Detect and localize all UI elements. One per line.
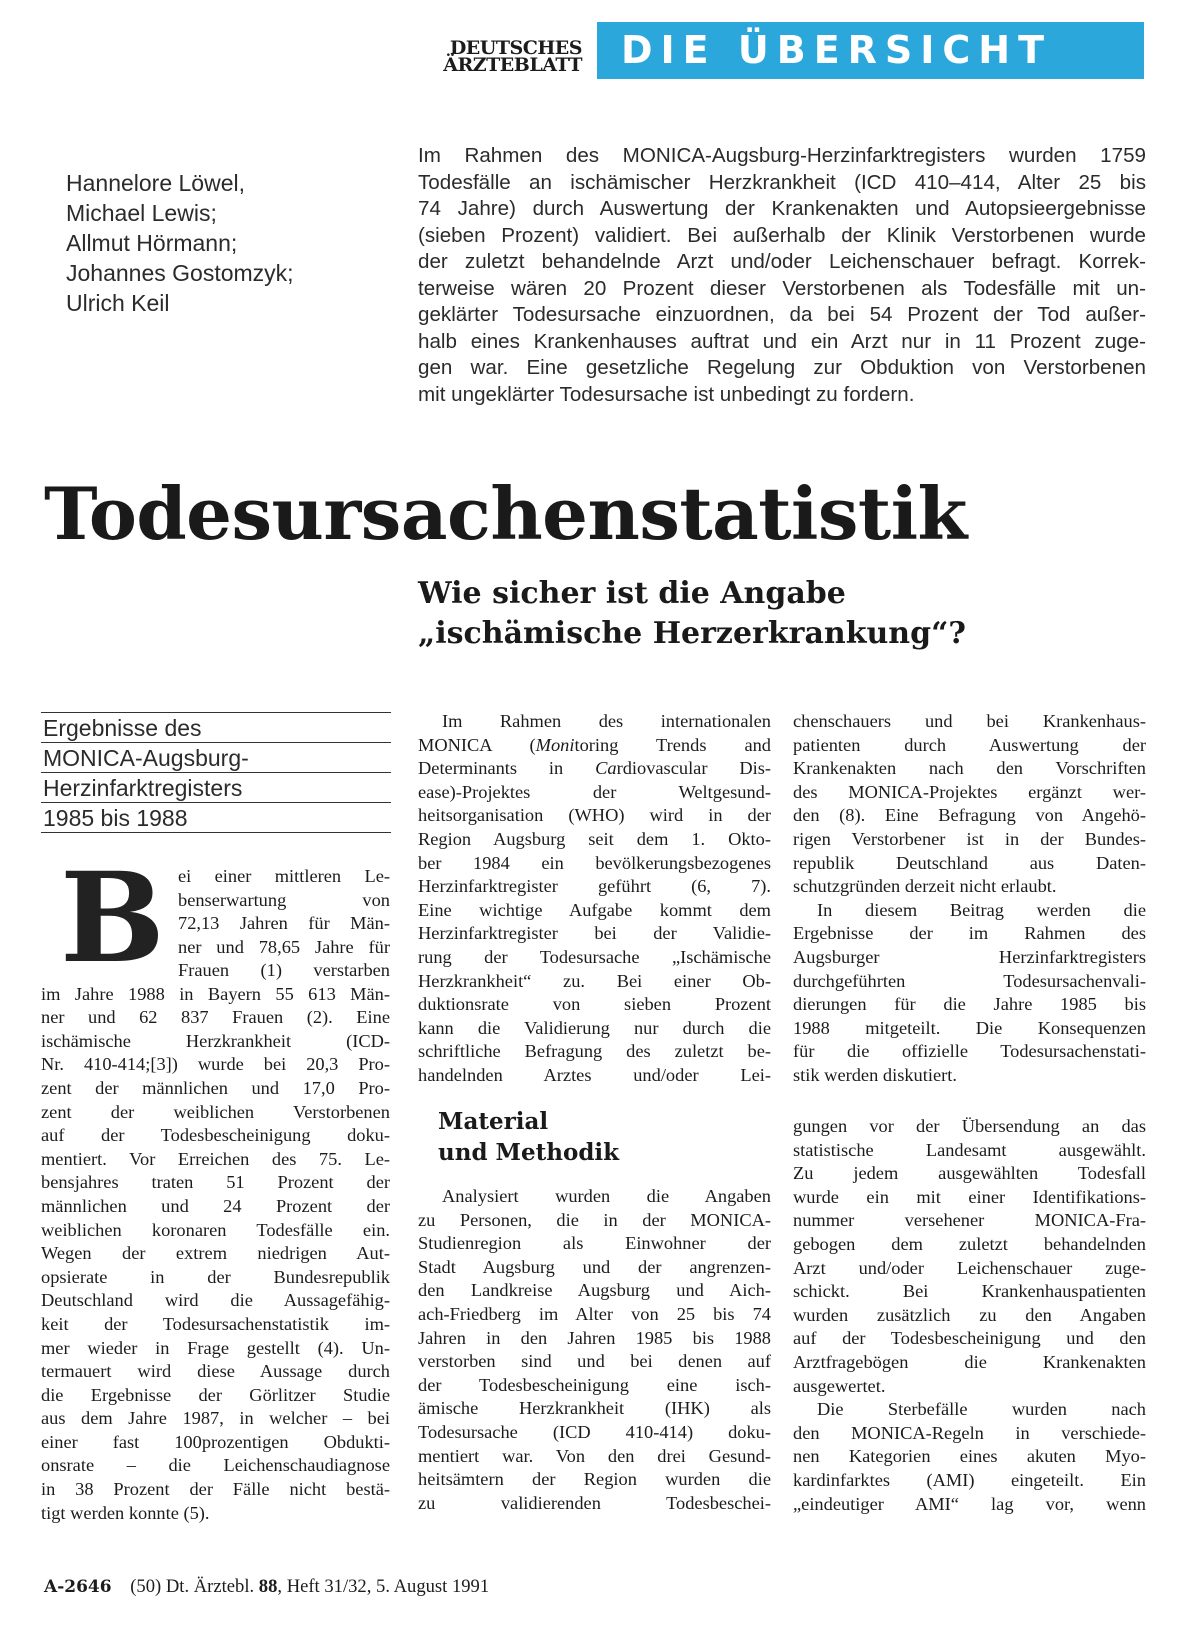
body-line: bensjahres traten 51 Prozent der (41, 1172, 390, 1193)
body-line: zu Personen, die in der MONICA- (418, 1209, 771, 1230)
body-line: in 38 Prozent der Fälle nicht bestä- (41, 1479, 390, 1500)
column-3-top (793, 710, 1146, 1088)
body-line: schickt. Bei Krankenhauspatienten (793, 1281, 1146, 1302)
body-line: duktionsrate von sieben Prozent (418, 994, 771, 1015)
body-line: einer fast 100prozentigen Obdukti- (41, 1431, 390, 1452)
abstract-line: Im Rahmen des MONICA-Augsburg-Herzinfarktregisters wurden 1759 (418, 144, 1146, 167)
body-line: Nr. 410-414;[3]) wurde bei 20,3 Pro- (41, 1054, 390, 1075)
citation-suffix: , Heft 31/32, 5. August 1991 (277, 1576, 490, 1597)
body-line: ner und 62 837 Frauen (2). Eine (41, 1007, 390, 1028)
body-line: Determinants in Cardiovascular Dis- (418, 758, 772, 779)
abstract-line: (sieben Prozent) validiert. Bei außerhalb der Klinik Verstorbenen wurde (418, 223, 1146, 247)
body-line: im Jahre 1988 in Bayern 55 613 Män- (41, 983, 390, 1004)
column-2-bottom (418, 1185, 771, 1515)
abstract-line: 74 Jahre) durch Auswertung der Krankenakten und Autopsieergebnisse (418, 197, 1146, 220)
section-heading (438, 1106, 619, 1168)
body-line: Herzinfarktregister bei der Validie- (418, 923, 771, 944)
section-heading-line: Material (438, 1108, 549, 1135)
body-line: Stadt Augsburg und der angrenzen- (418, 1256, 771, 1277)
body-line: die Ergebnisse der Görlitzer Studie (41, 1384, 390, 1405)
body-line: mentiert war. Von den drei Gesund- (418, 1445, 771, 1466)
body-line: weiblichen koronaren Todesfälle ein. (41, 1219, 390, 1240)
abstract (418, 143, 1146, 408)
body-line: den Landkreise Augsburg und Aich- (418, 1280, 771, 1301)
body-line: onsrate – die Leichenschaudiagnose (41, 1455, 390, 1476)
author: Allmut Hörmann; (66, 230, 238, 256)
rubric-line: 1985 bis 1988 (41, 803, 391, 833)
column-2-top (418, 710, 771, 1088)
column-3-bottom (793, 1115, 1146, 1516)
body-line: MONICA (Monitoring Trends and (418, 734, 771, 755)
body-line: ease)-Projektes der Weltgesund- (418, 781, 771, 802)
body-line: nen Kategorien eines akuten Myo- (793, 1446, 1146, 1467)
body-line: wurde ein mit einer Identifikations- (793, 1186, 1146, 1207)
abstract-line: halb eines Krankenhauses auftrat und ein Arzt nur in 11 Prozent zuge- (418, 329, 1146, 353)
article-title: Todesursachenstatistik (44, 471, 967, 556)
body-line: ach-Friedberg im Alter von 25 bis 74 (418, 1303, 771, 1324)
body-line: durchgeführten Todesursachenvali- (793, 970, 1146, 991)
body-line: schriftliche Befragung des zuletzt be- (418, 1041, 771, 1062)
body-line: gebogen dem zuletzt behandelnden (793, 1233, 1146, 1254)
body-line: 1988 mitgeteilt. Die Konsequenzen (793, 1017, 1146, 1038)
rubric-line: Herzinfarktregisters (41, 773, 391, 803)
publication-name-line1: DEUTSCHES (449, 37, 582, 59)
rubric-heading (41, 712, 391, 833)
body-line: mer wieder in Frage gestellt (4). Un- (41, 1337, 390, 1358)
column-1-text (41, 959, 390, 1525)
body-line: rung der Todesursache „Ischämische (418, 946, 771, 967)
body-line: termauert wird diese Aussage durch (41, 1361, 390, 1382)
section-banner: DIE ÜBERSICHT (597, 22, 1144, 79)
body-line: aus dem Jahre 1987, in welcher – bei (41, 1408, 390, 1429)
body-line: ischämische Herzkrankheit (ICD- (41, 1030, 390, 1051)
body-line: „eindeutiger AMI“ lag vor, wenn (793, 1493, 1146, 1514)
body-line: benserwartung von (178, 889, 390, 910)
article-subtitle (418, 574, 966, 654)
abstract-line: mit ungeklärter Todesursache ist unbedingt zu fordern. (418, 382, 915, 406)
body-line: rigen Verstorbener ist in der Bundes- (793, 828, 1146, 849)
body-line: Krankenakten nach den Vorschriften (793, 758, 1146, 779)
body-line: handelnden Arztes und/oder Lei- (418, 1064, 771, 1085)
body-line: kardinfarktes (AMI) eingeteilt. Ein (793, 1469, 1146, 1490)
body-line: Arzt und/oder Leichenschauer zuge- (793, 1257, 1146, 1278)
page-code: A-2646 (44, 1577, 112, 1597)
body-line: Deutschland wird die Aussagefähig- (41, 1290, 390, 1311)
body-line: chenschauers und bei Krankenhaus- (793, 711, 1146, 731)
body-line: ausgewertet. (793, 1375, 886, 1396)
body-line: opsierate in der Bundesrepublik (41, 1266, 390, 1287)
body-line: ämische Herzkrankheit (IHK) als (418, 1398, 771, 1419)
body-line: statistische Landesamt ausgewählt. (793, 1139, 1146, 1160)
rubric-line: Ergebnisse des (41, 713, 391, 743)
body-line: zu validierenden Todesbeschei- (418, 1492, 771, 1513)
body-line: Ergebnisse der im Rahmen des (793, 923, 1146, 944)
body-line: verstorben sind und bei denen auf (418, 1351, 771, 1372)
body-line: keit der Todesursachenstatistik im- (41, 1313, 390, 1334)
subtitle-line: „ischämische Herzerkrankung“? (418, 616, 966, 651)
body-line: Jahren in den Jahren 1985 bis 1988 (418, 1327, 771, 1348)
abstract-line: gen war. Eine gesetzliche Regelung zur Obduktion von Verstorbenen (418, 356, 1146, 379)
abstract-line: Todesfälle an ischämischer Herzkrankheit (ICD 410–414, Alter 25 bis (418, 170, 1146, 194)
section-heading-line: und Methodik (438, 1139, 620, 1166)
body-line: Arztfragebögen die Krankenakten (793, 1351, 1146, 1372)
dropcap-initial (60, 846, 168, 991)
body-line: Analysiert wurden die Angaben (442, 1186, 771, 1206)
body-line: männlichen und 24 Prozent der (41, 1195, 390, 1216)
publication-logo (432, 37, 582, 76)
body-line: zent der männlichen und 17,0 Pro- (41, 1077, 390, 1098)
body-line: des MONICA-Projektes ergänzt wer- (793, 781, 1146, 802)
body-line: 72,13 Jahren für Män- (178, 913, 390, 934)
body-line: ner und 78,65 Jahre für (178, 936, 390, 957)
body-line: ber 1984 ein bevölkerungsbezogenes (418, 852, 771, 873)
abstract-line: terweise wären 20 Prozent dieser Verstorbenen als Todesfälle mit un- (418, 276, 1146, 300)
body-line: heitsämtern der Region wurden die (418, 1469, 771, 1490)
body-line: mentiert. Vor Erreichen des 75. Le- (41, 1148, 390, 1169)
body-line: Wegen der extrem niedrigen Aut- (41, 1243, 390, 1264)
page-footer (44, 1576, 489, 1598)
abstract-line: geklärter Todesursache einzuordnen, da bei 54 Prozent der Tod außer- (418, 303, 1146, 326)
body-line: wurden zusätzlich zu den Angaben (793, 1304, 1146, 1325)
body-line: gungen vor der Übersendung an das (793, 1116, 1146, 1136)
column-1 (178, 865, 390, 959)
dropcap-letter: B (60, 846, 165, 991)
citation-volume: 88 (258, 1576, 278, 1597)
body-line: zent der weiblichen Verstorbenen (41, 1101, 390, 1122)
body-line: ei einer mittleren Le- (178, 866, 390, 886)
citation-prefix: (50) Dt. Ärztebl. (130, 1576, 255, 1597)
author: Michael Lewis; (66, 200, 217, 226)
body-line: heitsorganisation (WHO) wird in der (418, 805, 771, 826)
body-line: den (8). Eine Befragung von Angehö- (793, 805, 1146, 826)
body-line: Im Rahmen des internationalen (442, 711, 771, 731)
publication-name-line2: ÄRZTEBLATT (443, 54, 582, 76)
author-list (66, 168, 396, 318)
body-line: schutzgründen derzeit nicht erlaubt. (793, 876, 1057, 897)
body-line: für die offizielle Todesursachenstati- (793, 1041, 1146, 1062)
author: Hannelore Löwel, (66, 170, 246, 196)
body-line: Herzkrankheit“ zu. Bei einer Ob- (418, 970, 771, 991)
body-line: Studienregion als Einwohner der (418, 1233, 771, 1254)
body-line: stik werden diskutiert. (793, 1064, 957, 1085)
body-line: Frauen (1) verstarben (178, 960, 390, 980)
author: Johannes Gostomzyk; (66, 260, 294, 286)
body-line: den MONICA-Regeln in verschiede- (793, 1422, 1146, 1443)
body-line: tigt werden konnte (5). (41, 1502, 210, 1523)
body-line: Region Augsburg seit dem 1. Okto- (418, 828, 771, 849)
body-line: patienten durch Auswertung der (793, 734, 1146, 755)
body-line: dierungen für die Jahre 1985 bis (793, 994, 1146, 1015)
body-line: Augsburger Herzinfarktregisters (793, 946, 1146, 967)
body-line: kann die Validierung nur durch die (418, 1017, 771, 1038)
body-line: In diesem Beitrag werden die (817, 899, 1146, 920)
body-line: Die Sterbefälle wurden nach (817, 1399, 1146, 1420)
body-line: nummer versehener MONICA-Fra- (793, 1210, 1146, 1231)
abstract-line: der zuletzt behandelnde Arzt und/oder Leichenschauer befragt. Korrek- (418, 250, 1146, 273)
author: Ulrich Keil (66, 290, 170, 316)
body-line: Todesursache (ICD 410-414) doku- (418, 1421, 771, 1442)
body-line: Herzinfarktregister geführt (6, 7). (418, 876, 771, 897)
body-line: der Todesbescheinigung eine isch- (418, 1374, 771, 1395)
body-line: Eine wichtige Aufgabe kommt dem (418, 899, 771, 920)
body-line: auf der Todesbescheinigung und den (793, 1328, 1146, 1349)
italic-term: Moni (535, 734, 575, 755)
body-line: Zu jedem ausgewählten Todesfall (793, 1163, 1146, 1184)
subtitle-line: Wie sicher ist die Angabe (418, 576, 846, 611)
italic-term: Ca (595, 758, 617, 779)
rubric-line: MONICA-Augsburg- (41, 743, 391, 773)
body-line: auf der Todesbescheinigung doku- (41, 1125, 390, 1146)
body-line: republik Deutschland aus Daten- (793, 852, 1146, 873)
